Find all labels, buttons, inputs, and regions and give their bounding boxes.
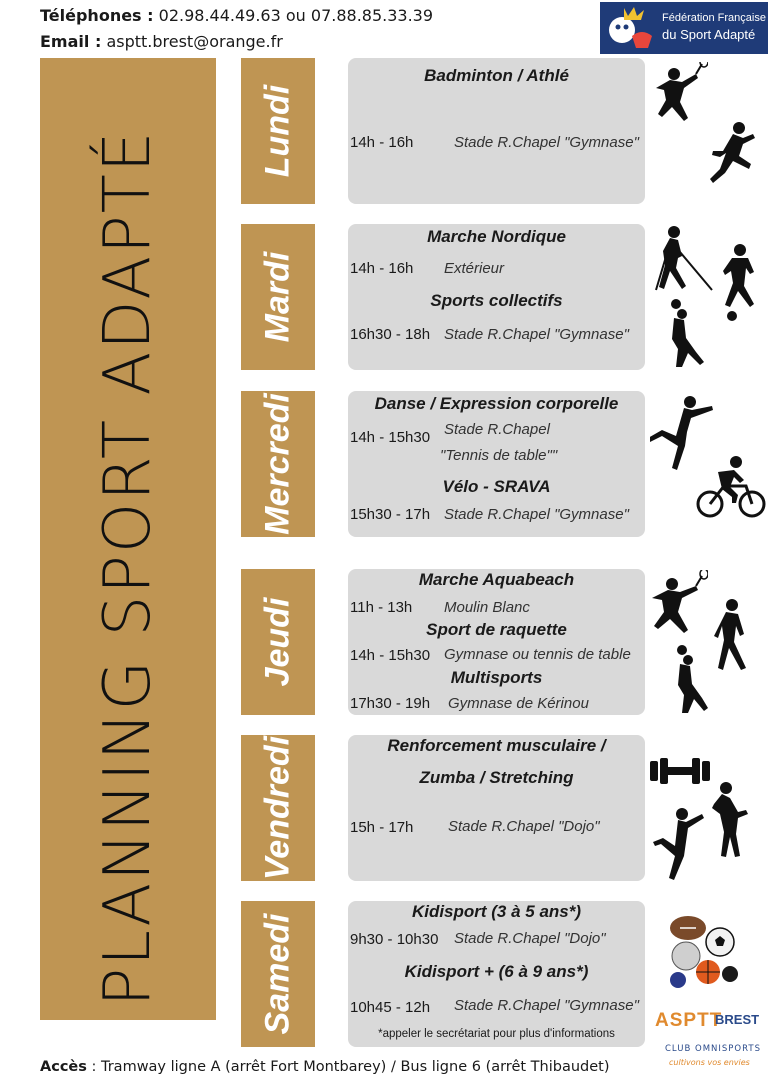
day-vendredi <box>241 735 315 881</box>
asptt-logo <box>655 1006 765 1086</box>
ffsa-line2: du Sport Adapté <box>662 27 756 42</box>
time-slot: 15h30 - 17h <box>350 506 431 523</box>
day-mercredi <box>241 391 315 537</box>
time-slot: 11h - 13h <box>350 599 413 616</box>
time-slot: 10h45 - 12h <box>350 999 431 1016</box>
activity-name: Marche Aquabeach <box>418 570 575 589</box>
phone-line <box>40 6 433 25</box>
schedule-panel-jeudi <box>348 569 645 715</box>
time-slot: 15h - 17h <box>350 819 414 836</box>
walker-icon <box>708 598 754 672</box>
phone-value[interactable]: 02.98.44.49.63 ou 07.88.85.33.39 <box>158 6 434 25</box>
nordic-walker-icon <box>652 224 716 294</box>
location: Gymnase de Kérinou <box>448 695 589 712</box>
activity-name: Zumba / Stretching <box>419 768 574 787</box>
schedule-panel-samedi <box>348 901 645 1047</box>
badminton-icon <box>646 570 708 642</box>
location: Stade R.Chapel "Gymnase" <box>454 997 639 1014</box>
email-value[interactable]: asptt.brest@orange.fr <box>106 32 283 51</box>
access-label: Accès <box>40 1059 87 1075</box>
asptt-name: ASPTT <box>655 1010 723 1031</box>
football-icon <box>722 242 768 324</box>
time-slot: 14h - 15h30 <box>350 429 431 446</box>
day-label: Mercredi <box>258 393 297 535</box>
dancer-icon <box>652 806 714 886</box>
time-slot: 14h - 15h30 <box>350 647 431 664</box>
time-slot: 17h30 - 19h <box>350 695 431 712</box>
title-bar <box>40 58 216 1020</box>
day-label: Vendredi <box>258 735 297 881</box>
ffsa-line1: Fédération Française <box>662 12 766 24</box>
basketball-icon <box>668 644 712 718</box>
asptt-subtitle: CLUB OMNISPORTS <box>665 1044 761 1054</box>
location: Stade R.Chapel "Gymnase" <box>454 134 639 151</box>
stretching-icon <box>712 780 768 860</box>
time-slot: 14h - 16h <box>350 260 414 277</box>
activity-name: Sports collectifs <box>430 291 563 310</box>
asptt-slogan: cultivons vos envies <box>669 1058 750 1067</box>
location: Gymnase ou tennis de table <box>444 646 631 663</box>
day-label: Samedi <box>258 913 297 1035</box>
phone-label: Téléphones : <box>40 6 154 25</box>
basketball-icon <box>660 298 706 370</box>
activity-name: Sport de raquette <box>426 620 567 639</box>
activity-name: Danse / Expression corporelle <box>374 394 619 413</box>
time-slot: 14h - 16h <box>350 134 414 151</box>
access-info <box>40 1059 610 1075</box>
time-slot: 16h30 - 18h <box>350 326 431 343</box>
ffsa-mascot-icon <box>602 2 662 54</box>
location: Stade R.Chapel <box>444 421 550 438</box>
activity-name: Badminton / Athlé <box>424 66 569 85</box>
email-label: Email : <box>40 32 102 51</box>
balls-icon <box>664 912 742 992</box>
dumbbell-icon <box>648 756 712 786</box>
location-detail: "Tennis de table"" <box>440 447 558 464</box>
runner-icon <box>705 120 761 190</box>
schedule-panel-vendredi <box>348 735 645 881</box>
day-samedi <box>241 901 315 1047</box>
location: Extérieur <box>444 260 505 277</box>
cyclist-icon <box>696 454 766 520</box>
activity-name: Kidisport + (6 à 9 ans*) <box>404 962 589 981</box>
schedule-panel-lundi <box>348 58 645 204</box>
day-lundi <box>241 58 315 204</box>
access-text: : Tramway ligne A (arrêt Fort Montbarey) / Bus ligne 6 (arrêt Thibaudet) <box>86 1059 610 1075</box>
day-label: Lundi <box>258 84 297 178</box>
day-label: Jeudi <box>258 597 297 687</box>
day-jeudi <box>241 569 315 715</box>
location: Moulin Blanc <box>444 599 530 616</box>
footnote: *appeler le secrétariat pour plus d'informations <box>378 1028 615 1040</box>
location: Stade R.Chapel "Gymnase" <box>444 506 629 523</box>
page-title: PLANNING SPORT ADAPTÉ <box>91 129 165 1007</box>
activity-name: Vélo - SRAVA <box>442 477 551 496</box>
day-label: Mardi <box>258 251 297 343</box>
day-mardi <box>241 224 315 370</box>
location: Stade R.Chapel "Dojo" <box>454 930 606 947</box>
activity-name: Kidisport (3 à 5 ans*) <box>411 902 582 921</box>
time-slot: 9h30 - 10h30 <box>350 931 439 948</box>
schedule-panel-mardi <box>348 224 645 370</box>
activity-name: Multisports <box>450 668 543 687</box>
schedule-panel-mercredi <box>348 391 645 537</box>
badminton-icon <box>648 62 708 134</box>
activity-name: Renforcement musculaire / <box>387 736 606 755</box>
location: Stade R.Chapel "Dojo" <box>448 818 600 835</box>
email-line <box>40 32 283 51</box>
ffsa-logo <box>600 2 768 54</box>
location: Stade R.Chapel "Gymnase" <box>444 326 629 343</box>
asptt-city: BREST <box>715 1012 760 1027</box>
activity-name: Marche Nordique <box>427 227 566 246</box>
